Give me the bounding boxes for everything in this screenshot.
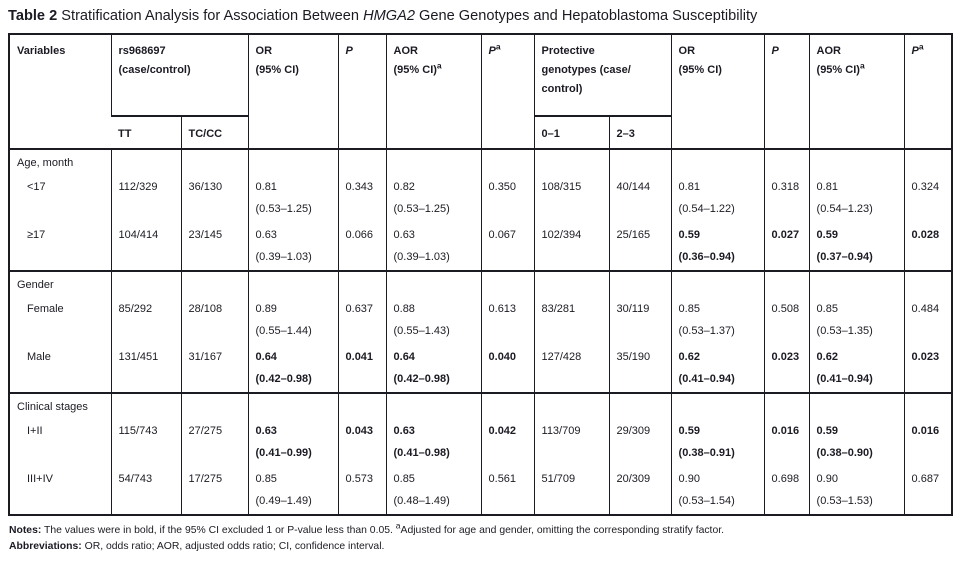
empty-cell [671,149,764,175]
empty-cell [111,149,181,175]
cell-p: 0.066 [338,223,386,271]
section-label: Clinical stages [9,393,111,419]
empty-cell [904,271,952,297]
cell-p: 0.573 [338,467,386,515]
cell-p-protective: 0.508 [764,297,809,345]
empty-cell [386,149,481,175]
section-gender [9,271,952,393]
cell-g23: 20/309 [609,467,671,515]
cell-aor: 0.64 (0.42–0.98) [386,345,481,393]
cell-or: 0.81 (0.53–1.25) [248,175,338,223]
section-header-row [9,393,952,419]
cell-p-protective: 0.016 [764,419,809,467]
table-title-tag: Table 2 [8,8,58,24]
cell-g01: 113/709 [534,419,609,467]
cell-p-protective: 0.027 [764,223,809,271]
cell-pa: 0.561 [481,467,534,515]
cell-tccc: 17/275 [181,467,248,515]
col-header-protective-genotypes: Protective genotypes (case/ control) [534,34,671,116]
cell-or-protective: 0.59 (0.36–0.94) [671,223,764,271]
cell-g01: 127/428 [534,345,609,393]
cell-aor: 0.63 (0.41–0.98) [386,419,481,467]
cell-aor-protective: 0.85 (0.53–1.35) [809,297,904,345]
cell-or-protective: 0.81 (0.54–1.22) [671,175,764,223]
empty-cell [386,393,481,419]
section-header-row [9,149,952,175]
row-label: ≥17 [27,229,46,241]
cell-pa-protective: 0.023 [904,345,952,393]
col-header-variables: Variables [17,45,66,57]
data-row-stage-3-4 [9,467,952,515]
cell-pa: 0.613 [481,297,534,345]
cell-p: 0.043 [338,419,386,467]
cell-or: 0.89 (0.55–1.44) [248,297,338,345]
cell-aor: 0.85 (0.48–1.49) [386,467,481,515]
cell-tt: 54/743 [111,467,181,515]
data-row-female [9,297,952,345]
header-row-main [9,34,952,116]
cell-pa: 0.040 [481,345,534,393]
empty-cell [764,271,809,297]
cell-pa: 0.067 [481,223,534,271]
cell-or-protective: 0.90 (0.53–1.54) [671,467,764,515]
table-title-text-2: Gene Genotypes and Hepatoblastoma Susceptibility [419,8,758,24]
cell-aor-protective: 0.62 (0.41–0.94) [809,345,904,393]
cell-p-protective: 0.023 [764,345,809,393]
cell-tt: 104/414 [111,223,181,271]
section-clinical-stages [9,393,952,515]
col-header-p: P [338,34,386,149]
cell-tt: 112/329 [111,175,181,223]
col-header-p-protective: P [764,34,809,149]
cell-p: 0.637 [338,297,386,345]
empty-cell [481,149,534,175]
empty-cell [534,393,609,419]
cell-aor-protective: 0.59 (0.38–0.90) [809,419,904,467]
empty-cell [181,271,248,297]
empty-cell [481,393,534,419]
cell-tt: 115/743 [111,419,181,467]
cell-pa-protective: 0.324 [904,175,952,223]
empty-cell [671,393,764,419]
cell-aor-protective: 0.81 (0.54–1.23) [809,175,904,223]
section-label: Gender [9,271,111,297]
empty-cell [904,393,952,419]
stratification-table [8,33,953,516]
cell-or-protective: 0.62 (0.41–0.94) [671,345,764,393]
empty-cell [248,149,338,175]
data-row-age-ge17 [9,223,952,271]
col-header-aor-protective: AOR (95% CI)$^a$ [809,34,904,149]
cell-pa-protective: 0.016 [904,419,952,467]
col-header-rs968697: rs968697 (case/control) [111,34,248,116]
empty-cell [338,271,386,297]
cell-or: 0.63 (0.39–1.03) [248,223,338,271]
cell-p-protective: 0.318 [764,175,809,223]
cell-p: 0.041 [338,345,386,393]
cell-g23: 40/144 [609,175,671,223]
col-header-tt: TT [118,128,132,140]
cell-or-protective: 0.59 (0.38–0.91) [671,419,764,467]
cell-tccc: 27/275 [181,419,248,467]
cell-pa: 0.350 [481,175,534,223]
empty-cell [534,271,609,297]
abbreviations-label: Abbreviations: [9,540,82,552]
section-age [9,149,952,271]
data-row-male [9,345,952,393]
empty-cell [481,271,534,297]
empty-cell [764,393,809,419]
empty-cell [671,271,764,297]
cell-aor: 0.88 (0.55–1.43) [386,297,481,345]
cell-aor: 0.63 (0.39–1.03) [386,223,481,271]
empty-cell [809,271,904,297]
col-header-or: OR (95% CI) [248,34,338,149]
empty-cell [809,393,904,419]
table-notes: Notes: The values were in bold, if the 95% CI excluded 1 or P-value less than 0.05. $^a$Adjusted for age and gender, omitting the corresponding stratify factor. Abbreviations: OR, odds ratio; AOR, adjusted odds ratio; CI, confidence interval. [9,520,724,552]
cell-or: 0.85 (0.49–1.49) [248,467,338,515]
empty-cell [248,393,338,419]
cell-or-protective: 0.85 (0.53–1.37) [671,297,764,345]
col-header-tccc: TC/CC [181,116,248,149]
cell-pa-protective: 0.028 [904,223,952,271]
cell-g23: 29/309 [609,419,671,467]
empty-cell [338,149,386,175]
empty-cell [111,393,181,419]
cell-tccc: 28/108 [181,297,248,345]
cell-g23: 30/119 [609,297,671,345]
empty-cell [809,149,904,175]
cell-aor: 0.82 (0.53–1.25) [386,175,481,223]
row-label: I+II [27,425,43,437]
table-title [8,6,952,26]
cell-g01: 51/709 [534,467,609,515]
row-label: <17 [27,181,46,193]
cell-g23: 25/165 [609,223,671,271]
col-header-2-3: 2–3 [609,116,671,149]
cell-tccc: 23/145 [181,223,248,271]
empty-cell [609,393,671,419]
notes-label: Notes: [9,525,42,536]
table-title-gene: HMGA2 [363,8,415,24]
cell-g01: 83/281 [534,297,609,345]
empty-cell [764,149,809,175]
cell-tccc: 31/167 [181,345,248,393]
cell-aor-protective: 0.59 (0.37–0.94) [809,223,904,271]
empty-cell [248,271,338,297]
cell-or: 0.64 (0.42–0.98) [248,345,338,393]
cell-or: 0.63 (0.41–0.99) [248,419,338,467]
empty-cell [609,271,671,297]
cell-p-protective: 0.698 [764,467,809,515]
table-header [9,34,952,149]
row-label: Male [27,351,51,363]
row-label: III+IV [27,473,53,485]
cell-g01: 108/315 [534,175,609,223]
section-header-row [9,271,952,297]
empty-cell [111,271,181,297]
col-header-aor: AOR (95% CI)$^a$ [386,34,481,149]
cell-g01: 102/394 [534,223,609,271]
cell-pa-protective: 0.687 [904,467,952,515]
cell-pa: 0.042 [481,419,534,467]
row-label: Female [27,303,64,315]
cell-tt: 85/292 [111,297,181,345]
section-label: Age, month [9,149,111,175]
cell-g23: 35/190 [609,345,671,393]
empty-cell [181,393,248,419]
data-row-stage-1-2 [9,419,952,467]
empty-cell [181,149,248,175]
cell-p: 0.343 [338,175,386,223]
col-header-0-1: 0–1 [534,116,609,149]
empty-cell [904,149,952,175]
col-header-or-protective: OR (95% CI) [671,34,764,149]
cell-tccc: 36/130 [181,175,248,223]
col-header-pa: $P^a$ [481,34,534,149]
cell-aor-protective: 0.90 (0.53–1.53) [809,467,904,515]
empty-cell [386,271,481,297]
empty-cell [338,393,386,419]
table-title-text: Stratification Analysis for Association Between [61,8,359,24]
empty-cell [534,149,609,175]
cell-tt: 131/451 [111,345,181,393]
col-header-pa-protective: $P^a$ [904,34,952,149]
data-row-age-lt17 [9,175,952,223]
empty-cell [609,149,671,175]
cell-pa-protective: 0.484 [904,297,952,345]
